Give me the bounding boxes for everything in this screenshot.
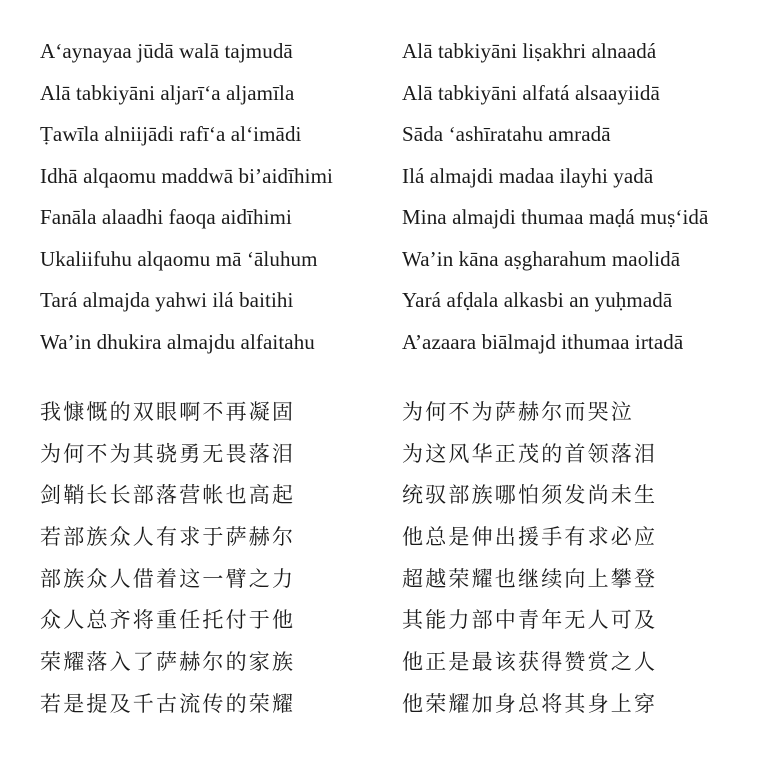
chinese-line: 他荣耀加身总将其身上穿 [402, 691, 658, 716]
chinese-line: 他总是伸出援手有求必应 [402, 525, 658, 550]
chinese-line: 超越荣耀也继续向上攀登 [402, 566, 658, 591]
chinese-line: 我慷慨的双眼啊不再凝固 [40, 400, 296, 424]
chinese-left-column [40, 392, 402, 726]
transliteration-line: Ilá almajdi madaa ilayhi yadā [402, 163, 654, 188]
transliteration-line: Yará afḍala alkasbi an yuḥmadā [402, 288, 673, 312]
chinese-translation-stanza [40, 392, 760, 726]
chinese-line: 荣耀落入了萨赫尔的家族 [40, 650, 296, 675]
transliteration-line: Ṭawīla alniijādi rafī‘a al‘imādi [40, 122, 302, 146]
chinese-line: 为何不为其骁勇无畏落泪 [40, 441, 296, 466]
chinese-line: 剑鞘长长部落营帐也高起 [40, 483, 296, 508]
transliteration-right-column [402, 31, 760, 363]
chinese-line: 为何不为萨赫尔而哭泣 [402, 400, 634, 424]
chinese-line: 其能力部中青年无人可及 [402, 608, 658, 633]
chinese-line: 若部族众人有求于萨赫尔 [40, 525, 296, 550]
transliteration-line: Alā tabkiyāni aljarī‘a aljamīla [40, 80, 295, 105]
chinese-line: 他正是最该获得赞赏之人 [402, 650, 658, 675]
chinese-line: 部族众人借着这一臂之力 [40, 566, 296, 591]
chinese-right-column [402, 392, 760, 726]
transliteration-line: A’azaara biālmajd ithumaa irtadā [402, 329, 684, 354]
chinese-line: 为这风华正茂的首领落泪 [402, 441, 658, 466]
transliteration-line: Fanāla alaadhi faoqa aidīhimi [40, 205, 292, 229]
chinese-line: 统驭部族哪怕须发尚未生 [402, 483, 658, 508]
transliteration-line: Idhā alqaomu maddwā bi’aidīhimi [40, 163, 333, 188]
transliteration-left-column [40, 31, 402, 363]
transliteration-line: A‘aynayaa jūdā walā tajmudā [40, 39, 293, 63]
transliteration-line: Wa’in kāna aṣgharahum maolidā [402, 246, 681, 271]
poem [40, 0, 760, 726]
chinese-line: 若是提及千古流传的荣耀 [40, 691, 296, 716]
transliteration-line: Wa’in dhukira almajdu alfaitahu [40, 329, 315, 354]
transliteration-line: Alā tabkiyāni liṣakhri alnaadá [402, 39, 657, 63]
transliteration-line: Sāda ‘ashīratahu amradā [402, 122, 611, 146]
transliteration-line: Ukaliifuhu alqaomu mā ‘āluhum [40, 246, 318, 271]
transliteration-line: Alā tabkiyāni alfatá alsaayiidā [402, 80, 660, 105]
transliteration-stanza [40, 31, 760, 363]
transliteration-line: Mina almajdi thumaa maḍá muṣ‘idā [402, 205, 709, 229]
chinese-line: 众人总齐将重任托付于他 [40, 608, 296, 633]
transliteration-line: Tará almajda yahwi ilá baitihi [40, 288, 294, 312]
